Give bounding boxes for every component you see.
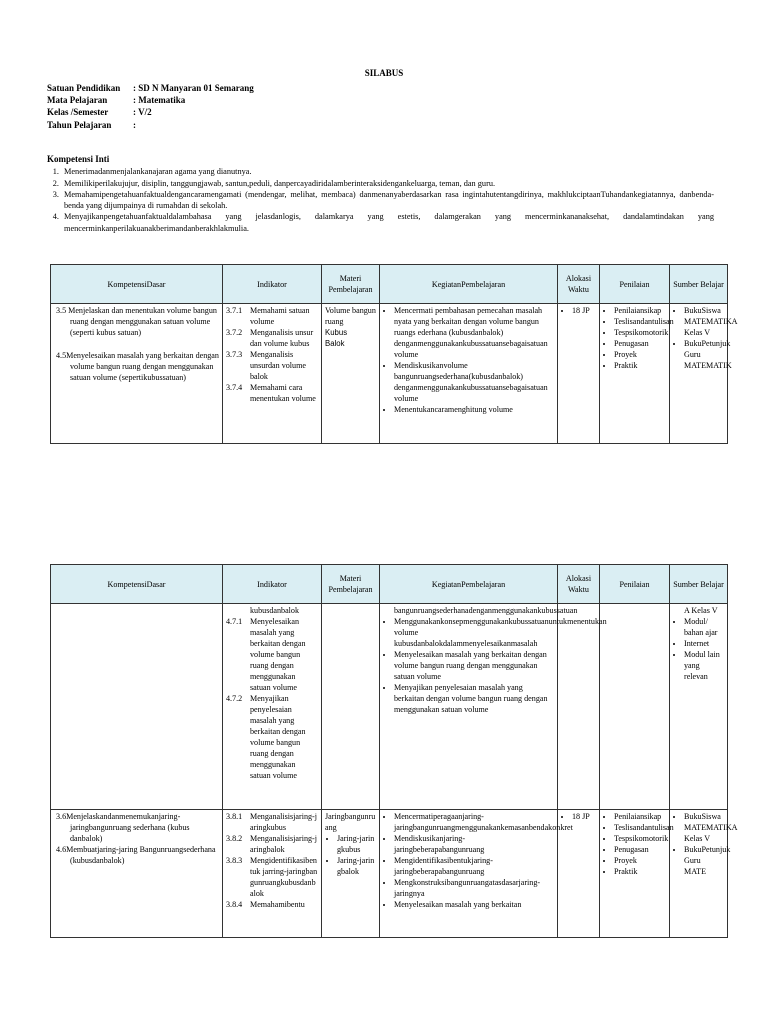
indikator-number: 3.8.2 (226, 834, 243, 843)
indikator-number: 4.7.2 (226, 694, 243, 703)
kegiatan-item: • Menggunakankonsepmenggunakankubussatuanuntukmenentukan volume kubusdanbalokdalammenyelesaikanmasalah (394, 616, 554, 649)
indikator-text: kubusdanbalok (250, 606, 300, 615)
info-value: : Matematika (133, 95, 186, 106)
kd-item: 3.6Menjelaskandanmenemukanjaring-jaringbangunruang sederhana (kubus danbalok) (56, 812, 190, 843)
table-header-row (51, 265, 728, 304)
indikator-number: 3.7.2 (226, 328, 243, 337)
syllabus-table-2 (50, 564, 738, 938)
indikator-item (226, 855, 318, 899)
header-materi: Materi Pembelajaran (322, 265, 380, 304)
header-kegiatan: KegiatanPembelajaran (380, 565, 558, 604)
indikator-number: 3.7.1 (226, 306, 243, 315)
materi-sub: Kubus Balok (325, 328, 348, 348)
cell-kegiatan (380, 604, 607, 810)
materi-item: • Jaring-jaringkubus (337, 833, 376, 855)
info-value: : SD N Manyaran 01 Semarang (133, 83, 254, 93)
info-value: : (133, 119, 136, 130)
indikator-item (226, 811, 318, 833)
penilaian-item: • Penugasan (614, 844, 666, 855)
indikator-text: Memahamibentu (250, 900, 305, 909)
kegiatan-item: • Mendiskusikanjaring-jaringbeberapabangunruang (394, 833, 554, 855)
cell-alokasi (558, 304, 600, 444)
info-label: Tahun Pelajaran (47, 119, 112, 130)
identity-block (47, 82, 254, 131)
cell-sumber (670, 604, 728, 810)
ki-item: 1. Menerimadanmenjalankanajaran agama yang dianutnya. (61, 166, 714, 177)
indikator-number: 3.8.4 (226, 900, 243, 909)
cell-kegiatan (380, 304, 558, 444)
cell-kd (51, 604, 223, 810)
cell-penilaian (600, 604, 670, 810)
kegiatan-item: • Mengkonstruksibangunruangatasdasarjaring-jaringnya (394, 877, 554, 899)
sumber-item: • Internet (684, 638, 724, 649)
indikator-item (226, 616, 318, 693)
cell-kd (51, 810, 223, 938)
materi-main: Jaringbangunruang (325, 812, 376, 832)
sumber-item: • Modul lain yang relevan (684, 649, 724, 682)
penilaian-item: • Praktik (614, 866, 666, 877)
indikator-item (226, 327, 318, 349)
table-row (51, 304, 728, 444)
kegiatan-item: • Mendiskusikanvolume bangunruangsederhana(kubusdanbalok) denganmenggunakankubussatuansebagaisatuan volume (394, 360, 554, 404)
penilaian-item: • Penilaiansikap (614, 811, 666, 822)
materi-item: • Jaring-jaringbalok (337, 855, 376, 877)
penilaian-item: • Proyek (614, 349, 666, 360)
ki-item: 3. Memahamipengetahuanfaktualdengancaramengamati (mendengar, melihat, membaca) danmenanyaberdasarkan rasa ingintahutentangdirinya, makhlukciptaanTuhandankegiatannya, danbenda-benda yang dijumpainya di rumahdan di sekolah. (61, 189, 714, 212)
info-label: Satuan Pendidikan (47, 83, 121, 93)
kegiatan-item: • Mencermatiperagaanjaring-jaringbangunruangmenggunakankemasanbendakonkret (394, 811, 554, 833)
indikator-item (226, 605, 318, 616)
kegiatan-item: • Mencermati pembahasan pemecahan masalah nyata yang berkaitan dengan volume bangun ruangs ederhana (kubusdanbalok) denganmenggunakankubussatuansebagaisatuan volume (394, 305, 554, 360)
penilaian-item: • Tespsikomotorik (614, 833, 666, 844)
indikator-item (226, 693, 318, 781)
indikator-text: Menganalisisjaring-jaringkubus (250, 812, 317, 832)
kegiatan-item: • Menentukancaramenghitung volume (394, 404, 554, 415)
kegiatan-item: • Menyelesaikan masalah yang berkaitan dengan volume bangun ruang dengan menggunakan satuan volume (394, 649, 554, 682)
kegiatan-item: • Mengidentifikasibentukjaring-jaringbeberapabangunruang (394, 855, 554, 877)
header-materi: Materi Pembelajaran (322, 565, 380, 604)
cell-indikator (223, 810, 322, 938)
table-row (51, 810, 728, 938)
document-title: SILABUS (364, 68, 404, 78)
sumber-item: • BukuPetunjuk Guru MATEMATIK (684, 338, 724, 371)
indikator-text: Menyajikan penyelesaian masalah yang berkaitan dengan volume bangun ruang dengan menggunakan satuan volume (250, 694, 306, 780)
kd-item: 4.5Menyelesaikan masalah yang berkaitan dengan volume bangun ruang dengan menggunakan satuan volume (sepertikubussatuan) (56, 351, 219, 382)
sumber-item: • BukuSiswa MATEMATIKA Kelas V (684, 811, 724, 844)
table-row (51, 604, 728, 810)
header-alokasi: Alokasi Waktu (558, 265, 600, 304)
penilaian-item: • Praktik (614, 360, 666, 371)
header-kegiatan: KegiatanPembelajaran (380, 265, 558, 304)
header-sumber: Sumber Belajar (670, 565, 728, 604)
indikator-number: 4.7.1 (226, 617, 243, 626)
cell-alokasi (558, 604, 600, 810)
penilaian-item: • Tespsikomotorik (614, 327, 666, 338)
indikator-text: Menganalisis unsur dan volume kubus (250, 328, 314, 348)
cell-sumber (670, 304, 738, 444)
indikator-text: Menganalisis unsurdan volume balok (250, 350, 306, 381)
info-row (47, 94, 254, 106)
indikator-item (226, 833, 318, 855)
header-kompetensi-dasar: KompetensiDasar (51, 565, 223, 604)
kegiatan-item: • Menyelesaikan masalah yang berkaitan (394, 899, 554, 910)
cell-sumber (670, 810, 738, 938)
materi-main: Volume bangun ruang (325, 306, 376, 326)
cell-materi (322, 810, 380, 938)
header-indikator: Indikator (223, 265, 322, 304)
penilaian-item: • Teslisandantulisan (614, 822, 666, 833)
kegiatan-continued: bangunruangsederhanadenganmenggunakankubussatuan (394, 606, 578, 615)
header-penilaian: Penilaian (600, 565, 670, 604)
penilaian-item: • Penugasan (614, 338, 666, 349)
cell-indikator (223, 604, 322, 810)
cell-materi (322, 604, 380, 810)
info-row (47, 119, 254, 131)
indikator-item (226, 349, 318, 382)
kompetensi-inti-heading: Kompetensi Inti (47, 154, 110, 164)
header-alokasi: Alokasi Waktu (558, 565, 600, 604)
info-label: Kelas /Semester (47, 107, 109, 118)
alokasi-item: • 18 JP (572, 811, 596, 822)
indikator-text: Menganalisisjaring-jaringbalok (250, 834, 317, 854)
sumber-item: • Modul/ bahan ajar (684, 616, 724, 638)
header-indikator: Indikator (223, 565, 322, 604)
header-penilaian: Penilaian (600, 265, 670, 304)
indikator-text: Memahami cara menentukan volume (250, 383, 316, 403)
kompetensi-inti-list (47, 166, 714, 234)
kd-item: 3.5 Menjelaskan dan menentukan volume bangun ruang dengan menggunakan satuan volume (seperti kubus satuan) (56, 306, 217, 337)
penilaian-item: • Teslisandantulisan (614, 316, 666, 327)
kompetensi-inti-section (47, 154, 714, 234)
indikator-number: 3.7.4 (226, 383, 243, 392)
cell-kd (51, 304, 223, 444)
indikator-number: 3.8.1 (226, 812, 243, 821)
indikator-text: Memahami satuan volume (250, 306, 310, 326)
kegiatan-item: • Menyajikan penyelesaian masalah yang berkaitan dengan volume bangun ruang dengan menggunakan satuan volume (394, 682, 554, 715)
indikator-item (226, 899, 318, 910)
header-kompetensi-dasar: KompetensiDasar (51, 265, 223, 304)
indikator-item (226, 382, 318, 404)
info-row (47, 82, 254, 94)
indikator-number: 3.8.3 (226, 856, 243, 865)
indikator-text: Mengidentifikasibentuk jarring-jaringbangunruangkubusdanbalok (250, 856, 318, 898)
cell-penilaian (600, 810, 674, 938)
info-row (47, 106, 254, 118)
sumber-item: • BukuSiswa MATEMATIKA Kelas V (684, 305, 724, 338)
penilaian-item: • Penilaiansikap (614, 305, 666, 316)
alokasi-item: • 18 JP (572, 305, 596, 316)
info-value: : V/2 (133, 107, 152, 118)
sumber-continued: A Kelas V (684, 606, 718, 615)
table-header-row (51, 565, 728, 604)
ki-item: 2. Memilikiperilakujujur, disiplin, tanggungjawab, santun,peduli, danpercayadiridalamberinteraksidengankeluarga, teman, dan guru. (61, 178, 714, 189)
cell-kegiatan (380, 810, 573, 938)
info-label: Mata Pelajaran (47, 95, 108, 106)
syllabus-table-1 (50, 264, 738, 444)
indikator-number: 3.7.3 (226, 350, 243, 359)
header-sumber: Sumber Belajar (670, 265, 728, 304)
indikator-item (226, 305, 318, 327)
kd-item: 4.6Membuatjaring-jaring Bangunruangsederhana (kubusdanbalok) (56, 845, 216, 865)
ki-item: 4. Menyajikanpengetahuanfaktualdalambahasa yang jelasdanlogis, dalamkarya yang estetis, dalamgerakan yang mencerminkananaksehat, dandalamtindakan yang mencerminkanperilakuanakberimandanberakhlakmulia. (61, 211, 714, 234)
cell-indikator (223, 304, 322, 444)
cell-materi (322, 304, 380, 444)
indikator-text: Menyelesaikan masalah yang berkaitan dengan volume bangun ruang dengan menggunakan satuan volume (250, 617, 306, 692)
sumber-item: • BukuPetunjuk Guru MATE (684, 844, 724, 877)
penilaian-item: • Proyek (614, 855, 666, 866)
cell-penilaian (600, 304, 674, 444)
